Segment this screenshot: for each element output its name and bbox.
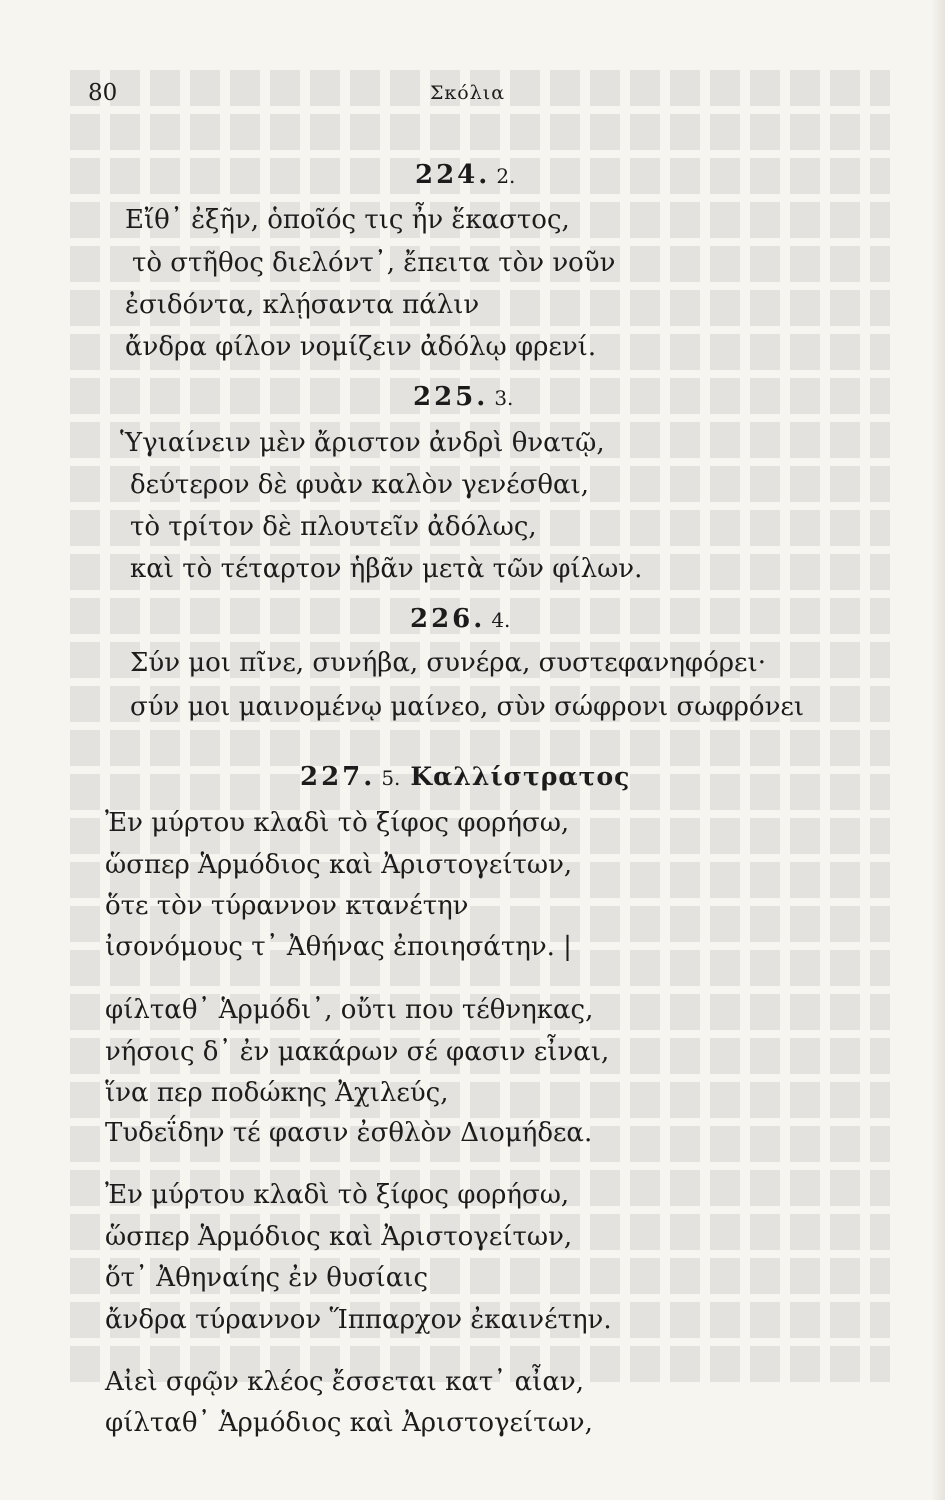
poem-line: καὶ τὸ τέταρτον ἡβᾶν μετὰ τῶν φίλων.	[130, 554, 643, 584]
poem-subnumber: 2.	[496, 164, 516, 188]
poem-line: ὅτε τὸν τύραννον κτανέτην	[105, 891, 469, 921]
poem-line: Εἴθ᾽ ἐξῆν, ὁποῖός τις ἦν ἕκαστος,	[125, 205, 570, 235]
poem-line: ὥσπερ Ἁρμόδιος καὶ Ἀριστογείτων,	[105, 850, 573, 880]
poem-line: φίλταθ᾽ Ἁρμόδιος καὶ Ἀριστογείτων,	[105, 1408, 593, 1438]
poem-heading-225	[413, 382, 513, 412]
poem-line: ἵνα περ ποδώκης Ἀχιλεύς,	[105, 1078, 449, 1108]
poem-heading-227	[300, 762, 630, 792]
poem-subnumber: 4.	[491, 608, 511, 632]
poem-line: Ἐν μύρτου κλαδὶ τὸ ξίφος φορήσω,	[105, 808, 570, 838]
poem-number: 227.	[300, 762, 376, 792]
poem-number: 224.	[415, 160, 491, 190]
poem-line: ἄνδρα τύραννον Ἵππαρχον ἐκαινέτην.	[105, 1305, 612, 1335]
poem-line: δεύτερον δὲ φυὰν καλὸν γενέσθαι,	[130, 470, 590, 500]
poem-subnumber: 3.	[494, 386, 514, 410]
poem-line: τὸ στῆθος διελόντ᾽, ἔπειτα τὸν νοῦν	[132, 248, 616, 278]
poem-line: Ἐν μύρτου κλαδὶ τὸ ξίφος φορήσω,	[105, 1180, 570, 1210]
poem-number: 226.	[410, 604, 486, 634]
poem-subnumber: 5.	[381, 766, 401, 790]
poem-heading-226	[410, 604, 510, 634]
poem-line: ἄνδρα φίλον νομίζειν ἀδόλῳ φρενί.	[125, 332, 597, 362]
poem-line: ὅτ᾽ Ἀθηναίης ἐν θυσίαις	[105, 1263, 429, 1293]
poem-line: τὸ τρίτον δὲ πλουτεῖν ἀδόλως,	[130, 512, 537, 542]
poem-line: ἰσονόμους τ᾽ Ἀθήνας ἐποιησάτην. |	[105, 932, 572, 962]
poem-line: ὥσπερ Ἁρμόδιος καὶ Ἀριστογείτων,	[105, 1222, 573, 1252]
poem-line: Τυδεΐδην τέ φασιν ἐσθλὸν Διομήδεα.	[105, 1118, 593, 1148]
running-head: Σκόλια	[430, 82, 506, 104]
poem-heading-224	[415, 160, 515, 190]
poem-line: φίλταθ᾽ Ἁρμόδι᾽, οὔτι που τέθνηκας,	[105, 995, 594, 1025]
poem-line: ἐσιδόντα, κλῄσαντα πάλιν	[125, 290, 480, 320]
page-edge	[931, 0, 945, 1500]
poem-author: Καλλίστρατος	[410, 762, 631, 791]
poem-line: Σύν μοι πῖνε, συνήβα, συνέρα, συστεφανηφόρει·	[130, 648, 766, 678]
poem-number: 225.	[413, 382, 489, 412]
poem-line: σύν μοι μαινομένῳ μαίνεο, σὺν σώφρονι σωφρόνει	[130, 692, 805, 722]
page-number: 80	[88, 80, 118, 106]
poem-line: Ὑγιαίνειν μὲν ἄριστον ἀνδρὶ θνατῷ,	[120, 428, 605, 458]
poem-line: Αἰεὶ σφῷν κλέος ἔσσεται κατ᾽ αἶαν,	[105, 1367, 584, 1397]
poem-line: νήσοις δ᾽ ἐν μακάρων σέ φασιν εἶναι,	[105, 1037, 610, 1067]
